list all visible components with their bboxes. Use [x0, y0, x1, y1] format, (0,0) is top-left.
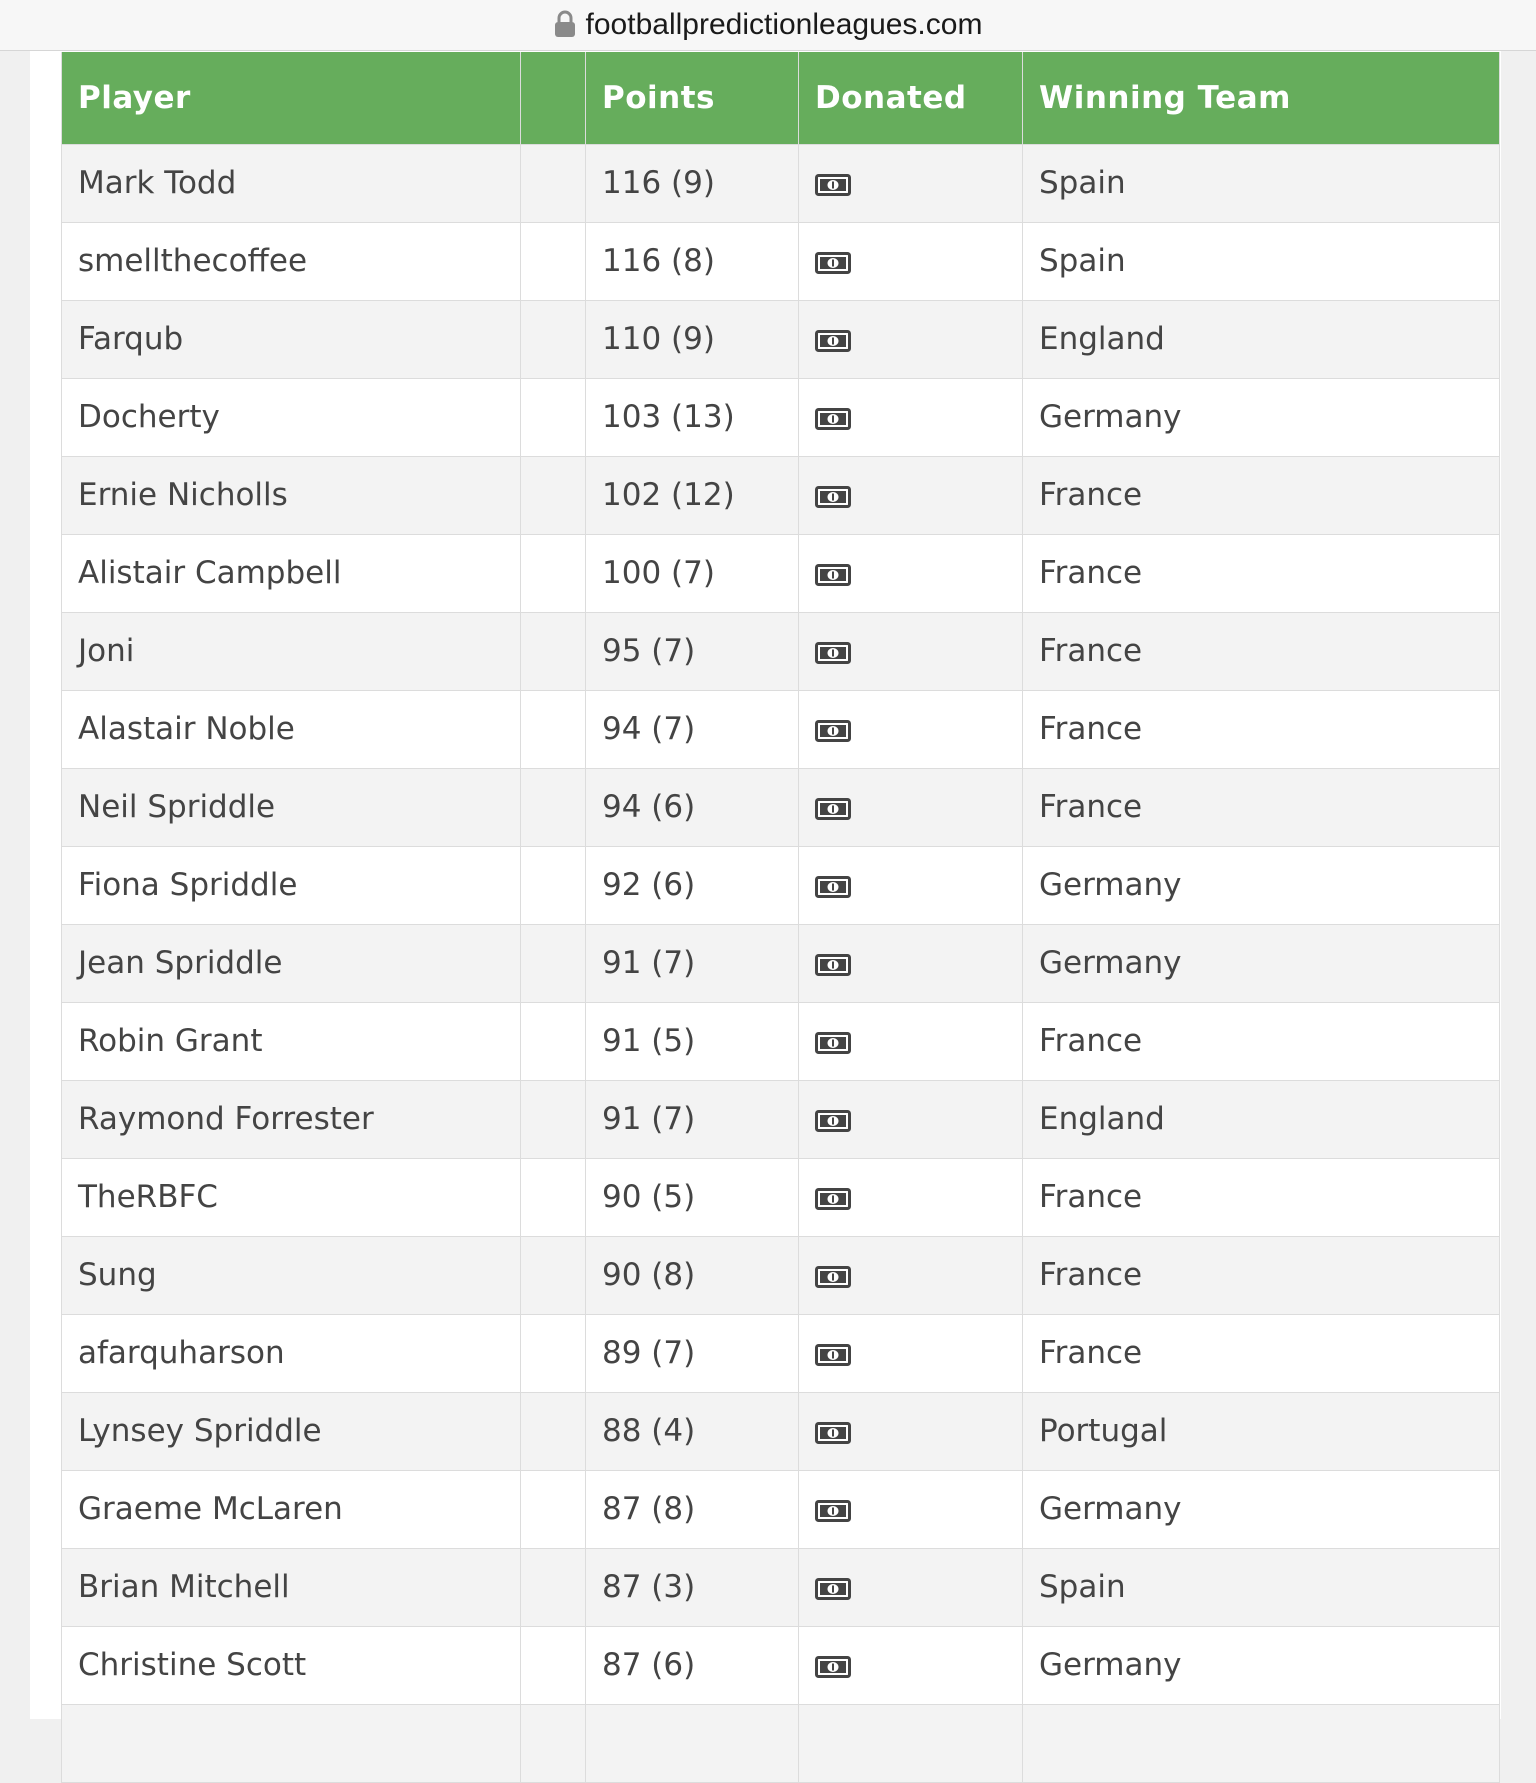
- blank-cell: [521, 456, 586, 534]
- points-cell: 110 (9): [586, 300, 799, 378]
- blank-cell: [521, 612, 586, 690]
- lock-icon: [554, 10, 576, 38]
- player-name[interactable]: Fiona Spriddle: [62, 846, 521, 924]
- blank-cell: [521, 378, 586, 456]
- donated-cell: [799, 534, 1023, 612]
- donated-cell: [799, 690, 1023, 768]
- blank-cell: [521, 534, 586, 612]
- donated-cell: [799, 1080, 1023, 1158]
- table-row: [62, 690, 1500, 768]
- winning-team-cell: France: [1023, 1314, 1500, 1392]
- header-row: [62, 52, 1500, 144]
- winning-team-cell: France: [1023, 456, 1500, 534]
- blank-cell: [521, 1080, 586, 1158]
- money-icon: [815, 174, 851, 196]
- blank-cell: [521, 222, 586, 300]
- points-cell: 92 (6): [586, 846, 799, 924]
- blank-cell: [521, 1626, 586, 1704]
- points-cell: 90 (5): [586, 1158, 799, 1236]
- winning-team-cell: Germany: [1023, 378, 1500, 456]
- player-name[interactable]: TheRBFC: [62, 1158, 521, 1236]
- table-row: [62, 456, 1500, 534]
- player-name[interactable]: Raymond Forrester: [62, 1080, 521, 1158]
- donated-cell: [799, 222, 1023, 300]
- table-row: [62, 222, 1500, 300]
- table-row: [62, 1236, 1500, 1314]
- winning-team-cell: France: [1023, 534, 1500, 612]
- table-row: [62, 378, 1500, 456]
- points-cell: 95 (7): [586, 612, 799, 690]
- player-name[interactable]: afarquharson: [62, 1314, 521, 1392]
- blank-cell: [521, 300, 586, 378]
- blank-cell: [521, 144, 586, 222]
- donated-cell: [799, 1158, 1023, 1236]
- money-icon: [815, 486, 851, 508]
- winning-team-cell: France: [1023, 612, 1500, 690]
- donated-cell: [799, 846, 1023, 924]
- blank-cell: [521, 846, 586, 924]
- player-name[interactable]: Joni: [62, 612, 521, 690]
- table-row: [62, 612, 1500, 690]
- player-name[interactable]: Alistair Campbell: [62, 534, 521, 612]
- donated-cell: [799, 924, 1023, 1002]
- points-cell: 90 (8): [586, 1236, 799, 1314]
- table-row: [62, 300, 1500, 378]
- address-bar[interactable]: [0, 0, 1536, 51]
- winning-team-cell: Germany: [1023, 1626, 1500, 1704]
- donated-cell: [799, 1002, 1023, 1080]
- column-header-blank: [521, 52, 586, 144]
- donated-cell: [799, 612, 1023, 690]
- donated-cell: [799, 768, 1023, 846]
- points-cell: 94 (7): [586, 690, 799, 768]
- points-cell: 91 (7): [586, 1080, 799, 1158]
- blank-cell: [521, 1704, 586, 1782]
- blank-cell: [521, 924, 586, 1002]
- money-icon: [815, 720, 851, 742]
- donated-cell: [799, 456, 1023, 534]
- money-icon: [815, 1656, 851, 1678]
- winning-team-cell: France: [1023, 1236, 1500, 1314]
- money-icon: [815, 798, 851, 820]
- table-row: [62, 1392, 1500, 1470]
- player-name[interactable]: [62, 1704, 521, 1782]
- table-row: [62, 1548, 1500, 1626]
- blank-cell: [521, 1158, 586, 1236]
- winning-team-cell: Germany: [1023, 924, 1500, 1002]
- player-name[interactable]: Mark Todd: [62, 144, 521, 222]
- table-row: [62, 534, 1500, 612]
- points-cell: 102 (12): [586, 456, 799, 534]
- player-name[interactable]: Lynsey Spriddle: [62, 1392, 521, 1470]
- points-cell: 91 (7): [586, 924, 799, 1002]
- winning-team-cell: England: [1023, 1080, 1500, 1158]
- money-icon: [815, 954, 851, 976]
- table-row: [62, 1626, 1500, 1704]
- money-icon: [815, 1422, 851, 1444]
- table-row: [62, 1080, 1500, 1158]
- player-name[interactable]: Ernie Nicholls: [62, 456, 521, 534]
- points-cell: 100 (7): [586, 534, 799, 612]
- blank-cell: [521, 1002, 586, 1080]
- money-icon: [815, 408, 851, 430]
- donated-cell: [799, 1470, 1023, 1548]
- player-name[interactable]: Jean Spriddle: [62, 924, 521, 1002]
- player-name[interactable]: Christine Scott: [62, 1626, 521, 1704]
- money-icon: [815, 252, 851, 274]
- money-icon: [815, 1344, 851, 1366]
- donated-cell: [799, 1704, 1023, 1782]
- table-row: [62, 1002, 1500, 1080]
- donated-cell: [799, 1314, 1023, 1392]
- player-name[interactable]: smellthecoffee: [62, 222, 521, 300]
- money-icon: [815, 1032, 851, 1054]
- winning-team-cell: England: [1023, 300, 1500, 378]
- winning-team-cell: Spain: [1023, 222, 1500, 300]
- page-content: [30, 51, 1501, 1719]
- points-cell: 91 (5): [586, 1002, 799, 1080]
- winning-team-cell: France: [1023, 1002, 1500, 1080]
- winning-team-cell: Spain: [1023, 144, 1500, 222]
- winning-team-cell: [1023, 1704, 1500, 1782]
- money-icon: [815, 876, 851, 898]
- money-icon: [815, 1110, 851, 1132]
- money-icon: [815, 1578, 851, 1600]
- money-icon: [815, 1500, 851, 1522]
- money-icon: [815, 1266, 851, 1288]
- player-name[interactable]: Robin Grant: [62, 1002, 521, 1080]
- blank-cell: [521, 1392, 586, 1470]
- column-header-points[interactable]: Points: [586, 52, 799, 144]
- blank-cell: [521, 1236, 586, 1314]
- points-cell: [586, 1704, 799, 1782]
- points-cell: 87 (6): [586, 1626, 799, 1704]
- column-header-player[interactable]: Player: [62, 52, 521, 144]
- blank-cell: [521, 690, 586, 768]
- donated-cell: [799, 144, 1023, 222]
- table-row: [62, 924, 1500, 1002]
- winning-team-cell: Germany: [1023, 1470, 1500, 1548]
- donated-cell: [799, 378, 1023, 456]
- points-cell: 94 (6): [586, 768, 799, 846]
- table-row: [62, 846, 1500, 924]
- table-row: [62, 1470, 1500, 1548]
- blank-cell: [521, 1470, 586, 1548]
- blank-cell: [521, 768, 586, 846]
- column-header-donated[interactable]: Donated: [799, 52, 1023, 144]
- blank-cell: [521, 1314, 586, 1392]
- winning-team-cell: Spain: [1023, 1548, 1500, 1626]
- standings-table: [61, 52, 1500, 1783]
- winning-team-cell: France: [1023, 1158, 1500, 1236]
- table-row: [62, 1158, 1500, 1236]
- table-row: [62, 768, 1500, 846]
- winning-team-cell: France: [1023, 690, 1500, 768]
- money-icon: [815, 1188, 851, 1210]
- money-icon: [815, 564, 851, 586]
- player-name[interactable]: Brian Mitchell: [62, 1548, 521, 1626]
- points-cell: 116 (8): [586, 222, 799, 300]
- player-name[interactable]: Graeme McLaren: [62, 1470, 521, 1548]
- player-name[interactable]: Neil Spriddle: [62, 768, 521, 846]
- donated-cell: [799, 1236, 1023, 1314]
- donated-cell: [799, 300, 1023, 378]
- points-cell: 89 (7): [586, 1314, 799, 1392]
- points-cell: 116 (9): [586, 144, 799, 222]
- points-cell: 87 (8): [586, 1470, 799, 1548]
- winning-team-cell: Portugal: [1023, 1392, 1500, 1470]
- column-header-winning-team[interactable]: Winning Team: [1023, 52, 1500, 144]
- donated-cell: [799, 1392, 1023, 1470]
- winning-team-cell: France: [1023, 768, 1500, 846]
- winning-team-cell: Germany: [1023, 846, 1500, 924]
- points-cell: 88 (4): [586, 1392, 799, 1470]
- money-icon: [815, 330, 851, 352]
- url-text: footballpredictionleagues.com: [585, 8, 983, 41]
- donated-cell: [799, 1626, 1023, 1704]
- player-name[interactable]: Sung: [62, 1236, 521, 1314]
- table-row: [62, 1314, 1500, 1392]
- points-cell: 103 (13): [586, 378, 799, 456]
- blank-cell: [521, 1548, 586, 1626]
- table-row: [62, 1704, 1500, 1782]
- donated-cell: [799, 1548, 1023, 1626]
- money-icon: [815, 642, 851, 664]
- player-name[interactable]: Alastair Noble: [62, 690, 521, 768]
- player-name[interactable]: Farqub: [62, 300, 521, 378]
- standings-body: [62, 144, 1500, 1782]
- points-cell: 87 (3): [586, 1548, 799, 1626]
- player-name[interactable]: Docherty: [62, 378, 521, 456]
- table-row: [62, 144, 1500, 222]
